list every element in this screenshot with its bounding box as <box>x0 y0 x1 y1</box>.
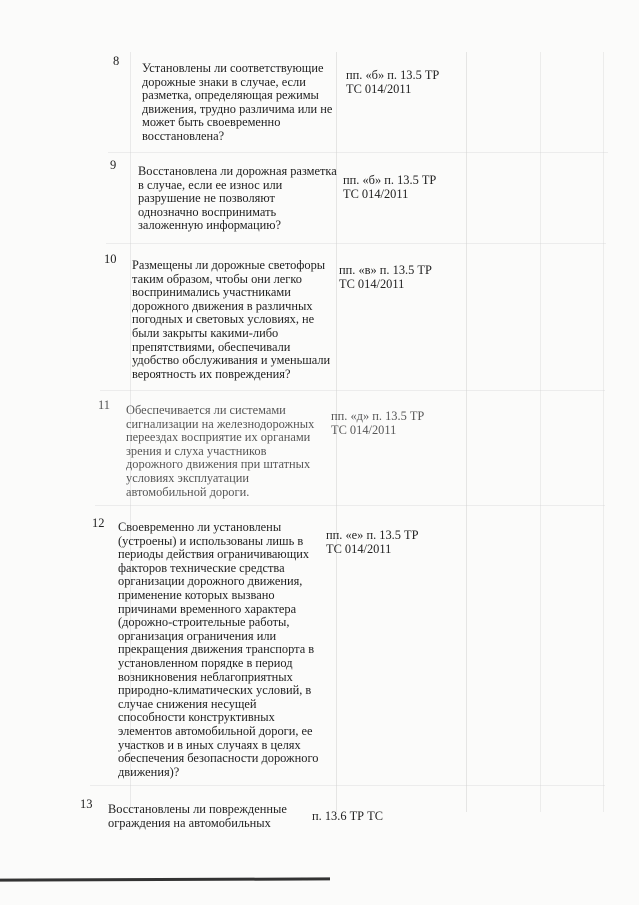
row-number: 12 <box>92 516 105 530</box>
legal-reference: пп. «б» п. 13.5 ТР ТС 014/2011 <box>343 173 437 201</box>
question-text: Восстановлены ли поврежденные ограждения на автомобильных <box>108 802 287 830</box>
legal-reference: пп. «е» п. 13.5 ТР ТС 014/2011 <box>326 528 419 556</box>
page-bottom-edge <box>0 877 330 881</box>
row-number: 11 <box>98 398 111 412</box>
table-border-right <box>603 52 604 812</box>
table-border-ref-right <box>466 52 467 812</box>
question-text: Обеспечивается ли системами сигнализации на железнодорожных переездах восприятие их органами зрения и слуха участников дорожного движения при штатных условиях эксплуатации автомобильной дороги. <box>126 403 315 499</box>
legal-reference: пп. «б» п. 13.5 ТР ТС 014/2011 <box>346 68 440 96</box>
question-text: Своевременно ли установлены (устроены) и использованы лишь в периоды действия ограничивающих факторов технические средства организации дорожного движения, применение которых вызвано причинами временного характера (дорожно-строительные работы, организация ограничения или прекращения движения транспорта в установленном порядке в период возникновения неблагоприятных природно-климатических условий, в случае снижения несущей способности конструктивных элементов автомобильной дороги, ее участков и в иных случаях в целях обеспечения безопасности дорожного движения)? <box>118 520 319 779</box>
row-divider <box>108 152 608 153</box>
row-divider <box>106 243 606 244</box>
question-text: Установлены ли соответствующие дорожные знаки в случае, если разметка, определяющая режимы движения, трудно различима или не может быть своевременно восстановлена? <box>142 61 333 143</box>
question-text: Размещены ли дорожные светофоры таким образом, чтобы они легко воспринимались участниками дорожного движения в различных погодных и световых условиях, не были закрыты какими-либо препятствиями, обеспечивали удобство обслуживания и уменьшали вероятность их повреждения? <box>132 258 331 381</box>
row-number: 9 <box>110 158 117 172</box>
row-number: 10 <box>104 252 117 266</box>
legal-reference: пп. «в» п. 13.5 ТР ТС 014/2011 <box>339 263 432 291</box>
row-number: 8 <box>113 54 120 68</box>
row-divider <box>90 785 605 786</box>
legal-reference: п. 13.6 ТР ТС <box>312 809 383 823</box>
legal-reference: пп. «д» п. 13.5 ТР ТС 014/2011 <box>331 409 425 437</box>
table-border-mid <box>540 52 541 812</box>
row-divider <box>100 390 605 391</box>
row-number: 13 <box>80 797 93 811</box>
question-text: Восстановлена ли дорожная разметка в случае, если ее износ или разрушение не позволяют однозначно воспринимать заложенную информацию? <box>138 164 337 233</box>
row-divider <box>95 505 605 506</box>
